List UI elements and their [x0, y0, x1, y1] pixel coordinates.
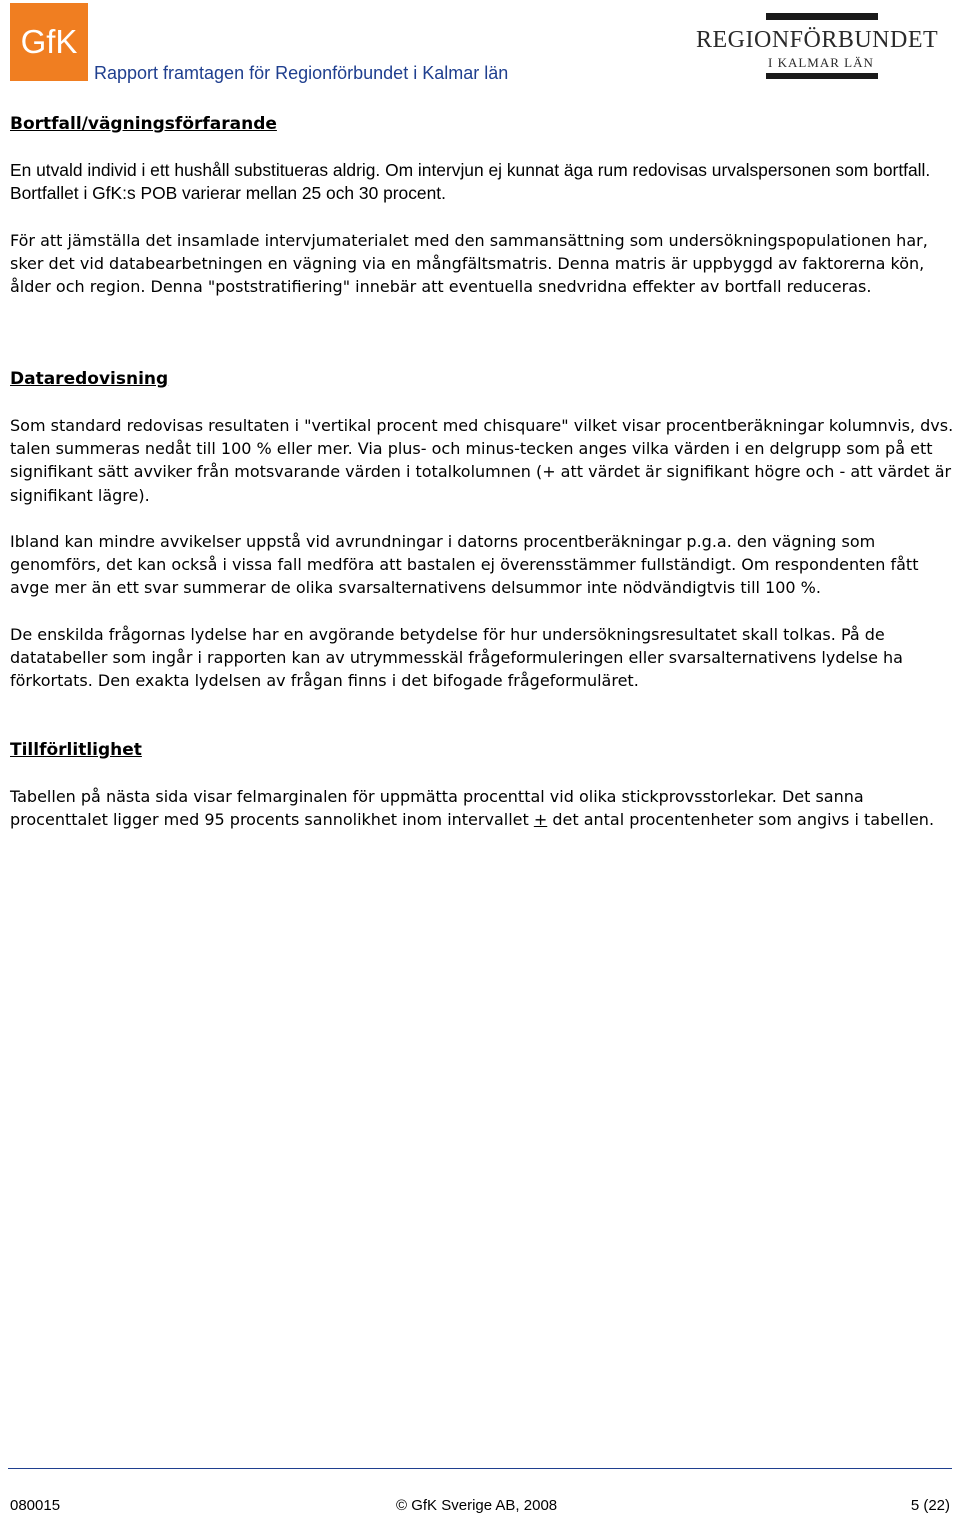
heading-bortfall: Bortfall/vägningsförfarande — [10, 114, 277, 134]
paragraph-dataredovisning-2: Ibland kan mindre avvikelser uppstå vid avrundningar i datorns procentberäkningar p.g.a. den vägning som genomförs, det kan också i vissa fall medföra att bastalen ej överensstämmer fullständigt. Om respondenten fått avge mer än ett svar summerar de olika svarsalternativens delsummor inte nödvändigtvis till 100 %. — [10, 532, 919, 598]
heading-tillforlitlighet: Tillförlitlighet — [10, 740, 142, 760]
regionforbundet-logo — [696, 13, 952, 85]
plus-minus-symbol: + — [533, 810, 548, 830]
footer-copyright: © GfK Sverige AB, 2008 — [396, 1497, 558, 1514]
gfk-logo — [10, 3, 88, 81]
footer-date: 080015 — [10, 1497, 61, 1514]
paragraph-bortfall-2: För att jämställa det insamlade intervjumaterialet med den sammansättning som undersökningspopulationen har, sker det vid databearbetningen en vägning via en mångfältsmatris. Denna matris är uppbyggd av faktorerna kön, ålder och region. Denna "poststratifiering" innebär att eventuella snedvridna effekter av bortfall reduceras. — [10, 231, 928, 297]
report-subtitle: Rapport framtagen för Regionförbundet i Kalmar län — [94, 63, 509, 83]
footer-page-number: 5 (22) — [910, 1497, 950, 1514]
paragraph-bortfall-1: En utvald individ i ett hushåll substitueras aldrig. Om intervjun ej kunnat äga rum redovisas urvalspersonen som bortfall. Bortfallet i GfK:s POB varierar mellan 25 och 30 procent. — [10, 160, 931, 204]
logo-line2: I KALMAR LÄN — [768, 55, 874, 70]
heading-dataredovisning: Dataredovisning — [10, 369, 169, 389]
gfk-logo-text: GfK — [20, 23, 78, 60]
paragraph-dataredovisning-3: De enskilda frågornas lydelse har en avgörande betydelse för hur undersökningsresultatet skall tolkas. På de datatabeller som ingår i rapporten kan av utrymmesskäl frågeformuleringen eller svarsalternativens lydelse ha förkortats. Den exakta lydelsen av frågan finns i det bifogade frågeformuläret. — [10, 625, 903, 691]
logo-line1: REGIONFÖRBUNDET — [696, 27, 939, 53]
paragraph-tillforlitlighet-1 — [10, 785, 960, 831]
logo-bottom-bar — [766, 73, 878, 79]
logo-top-bar — [766, 13, 878, 20]
footer-divider — [8, 1468, 952, 1469]
text-part: Tabellen på nästa sida visar felmarginalen för uppmätta procenttal vid olika stickprovsstorlekar. Det sanna procenttalet ligger med 95 procents sannolikhet inom intervallet — [10, 787, 864, 830]
paragraph-dataredovisning-1: Som standard redovisas resultaten i "vertikal procent med chisquare" vilket visar procentberäkningar kolumnvis, dvs. talen summeras nedåt till 100 % eller mer. Via plus- och minus-tecken anges vilka värden i en delgrupp som på ett signifikant sätt avviker från motsvarande värden i totalkolumnen (+ att värdet är signifikant högre och - att värdet är signifikant lägre). — [10, 416, 954, 505]
text-part: det antal procentenheter som angivs i tabellen. — [547, 810, 935, 830]
